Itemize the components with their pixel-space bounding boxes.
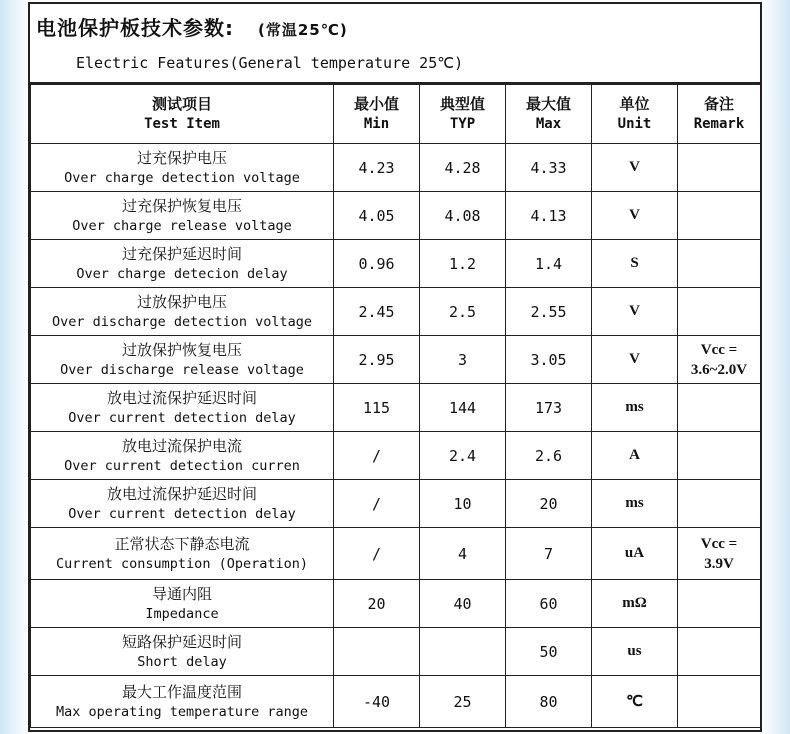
table-row: [31, 288, 761, 336]
typ-value: 1.2: [420, 240, 506, 288]
test-item-en: Over current detection curren: [64, 457, 300, 474]
remark-line-2: 3.9V: [704, 555, 734, 572]
unit-value: us: [592, 628, 678, 676]
test-item-cell: [31, 628, 334, 676]
spec-sheet: [28, 2, 762, 732]
test-item-zh: 放电过流保护延迟时间: [106, 484, 257, 503]
max-value: 173: [506, 384, 592, 432]
min-value: 4.23: [334, 144, 420, 192]
remark-cell: [678, 580, 761, 628]
typ-value: 40: [420, 580, 506, 628]
unit-value: V: [592, 192, 678, 240]
test-item-en: Over charge release voltage: [72, 217, 292, 234]
typ-value: 2.4: [420, 432, 506, 480]
typ-value: [420, 628, 506, 676]
test-item-cell: [31, 676, 334, 728]
test-item-en: Over discharge release voltage: [60, 361, 304, 378]
table-row: [31, 336, 761, 384]
header-min-zh: 最小值: [353, 95, 399, 113]
header-test-item: [31, 85, 334, 144]
test-item-zh: 放电过流保护电流: [121, 436, 242, 455]
max-value: 2.55: [506, 288, 592, 336]
header-unit-zh: 单位: [619, 95, 650, 113]
test-item-zh: 过充保护恢复电压: [121, 196, 242, 215]
test-item-zh: 放电过流保护延迟时间: [106, 388, 257, 407]
title-zh: 电池保护板技术参数:: [36, 16, 234, 40]
unit-value: ms: [592, 480, 678, 528]
unit-value: uA: [592, 528, 678, 580]
unit-value: V: [592, 336, 678, 384]
remark-cell: [678, 676, 761, 728]
header-test-item-zh: 测试项目: [151, 95, 212, 113]
max-value: 50: [506, 628, 592, 676]
table-row: [31, 528, 761, 580]
test-item-cell: [31, 480, 334, 528]
test-item-cell: [31, 336, 334, 384]
max-value: 4.13: [506, 192, 592, 240]
max-value: 7: [506, 528, 592, 580]
unit-value: V: [592, 288, 678, 336]
min-value: /: [334, 528, 420, 580]
test-item-cell: [31, 432, 334, 480]
test-item-en: Over charge detection voltage: [64, 169, 300, 186]
typ-value: 4.28: [420, 144, 506, 192]
unit-value: S: [592, 240, 678, 288]
test-item-zh: 过充保护电压: [136, 148, 227, 167]
header-min-en: Min: [363, 116, 390, 132]
header-max-zh: 最大值: [525, 95, 571, 113]
min-value: -40: [334, 676, 420, 728]
test-item-en: Over charge detecion delay: [76, 265, 288, 282]
table-row: [31, 192, 761, 240]
test-item-cell: [31, 144, 334, 192]
min-value: 4.05: [334, 192, 420, 240]
unit-value: ms: [592, 384, 678, 432]
test-item-cell: [31, 240, 334, 288]
test-item-cell: [31, 192, 334, 240]
header-typ: [420, 85, 506, 144]
unit-value: mΩ: [592, 580, 678, 628]
title-en: Electric Features(General temperature 25℃): [76, 54, 464, 72]
remark-cell: [678, 288, 761, 336]
table-row: [31, 384, 761, 432]
test-item-en: Over current detection delay: [68, 505, 296, 522]
header-max: [506, 85, 592, 144]
header-remark-zh: 备注: [703, 95, 734, 113]
remark-line-1: Vcc =: [700, 341, 738, 358]
max-value: 80: [506, 676, 592, 728]
header-max-en: Max: [535, 116, 562, 132]
remark-cell: [678, 384, 761, 432]
remark-cell: [678, 528, 761, 580]
remark-cell: [678, 628, 761, 676]
title-zh-note: (常温25℃): [258, 21, 348, 39]
typ-value: 2.5: [420, 288, 506, 336]
min-value: /: [334, 432, 420, 480]
test-item-en: Max operating temperature range: [56, 703, 308, 720]
table-row: [31, 676, 761, 728]
typ-value: 10: [420, 480, 506, 528]
max-value: 20: [506, 480, 592, 528]
test-item-en: Over discharge detection voltage: [51, 313, 313, 330]
remark-line-1: Vcc =: [700, 535, 738, 552]
remark-cell: [678, 336, 761, 384]
table-row: [31, 432, 761, 480]
header-test-item-en: Test Item: [144, 116, 220, 132]
unit-value: V: [592, 144, 678, 192]
min-value: /: [334, 480, 420, 528]
header-typ-en: TYP: [449, 116, 476, 132]
max-value: 1.4: [506, 240, 592, 288]
test-item-zh: 过放保护电压: [136, 292, 227, 311]
header-remark-en: Remark: [693, 116, 745, 132]
header-min: [334, 85, 420, 144]
test-item-zh: 最大工作温度范围: [121, 682, 242, 701]
typ-value: 3: [420, 336, 506, 384]
max-value: 60: [506, 580, 592, 628]
table-row: [31, 628, 761, 676]
remark-cell: [678, 480, 761, 528]
test-item-cell: [31, 528, 334, 580]
test-item-zh: 正常状态下静态电流: [114, 534, 250, 553]
max-value: 3.05: [506, 336, 592, 384]
page-title: [36, 12, 348, 41]
remark-cell: [678, 192, 761, 240]
header-unit: [592, 85, 678, 144]
remark-cell: [678, 144, 761, 192]
test-item-zh: 过充保护延迟时间: [121, 244, 242, 263]
test-item-en: Current consumption (Operation): [56, 555, 308, 572]
test-item-en: Impedance: [145, 605, 219, 622]
unit-value: ℃: [592, 676, 678, 728]
table-row: [31, 480, 761, 528]
unit-value: A: [592, 432, 678, 480]
typ-value: 144: [420, 384, 506, 432]
parameter-table: [30, 84, 761, 728]
table-row: [31, 144, 761, 192]
min-value: 20: [334, 580, 420, 628]
min-value: 2.45: [334, 288, 420, 336]
sheet-heading: [30, 4, 760, 84]
test-item-cell: [31, 580, 334, 628]
test-item-zh: 导通内阻: [151, 584, 212, 603]
typ-value: 4.08: [420, 192, 506, 240]
test-item-cell: [31, 288, 334, 336]
table-header-row: [31, 85, 761, 144]
min-value: 2.95: [334, 336, 420, 384]
min-value: [334, 628, 420, 676]
test-item-en: Over current detection delay: [68, 409, 296, 426]
header-remark: [678, 85, 761, 144]
test-item-cell: [31, 384, 334, 432]
remark-cell: [678, 432, 761, 480]
test-item-zh: 过放保护恢复电压: [121, 340, 242, 359]
min-value: 0.96: [334, 240, 420, 288]
header-unit-en: Unit: [617, 116, 652, 132]
table-row: [31, 580, 761, 628]
test-item-en: Short delay: [137, 653, 227, 670]
typ-value: 25: [420, 676, 506, 728]
min-value: 115: [334, 384, 420, 432]
table-row: [31, 240, 761, 288]
max-value: 4.33: [506, 144, 592, 192]
test-item-zh: 短路保护延迟时间: [121, 632, 242, 651]
max-value: 2.6: [506, 432, 592, 480]
header-typ-zh: 典型值: [439, 95, 485, 113]
remark-cell: [678, 240, 761, 288]
typ-value: 4: [420, 528, 506, 580]
remark-line-2: 3.6~2.0V: [690, 361, 748, 378]
